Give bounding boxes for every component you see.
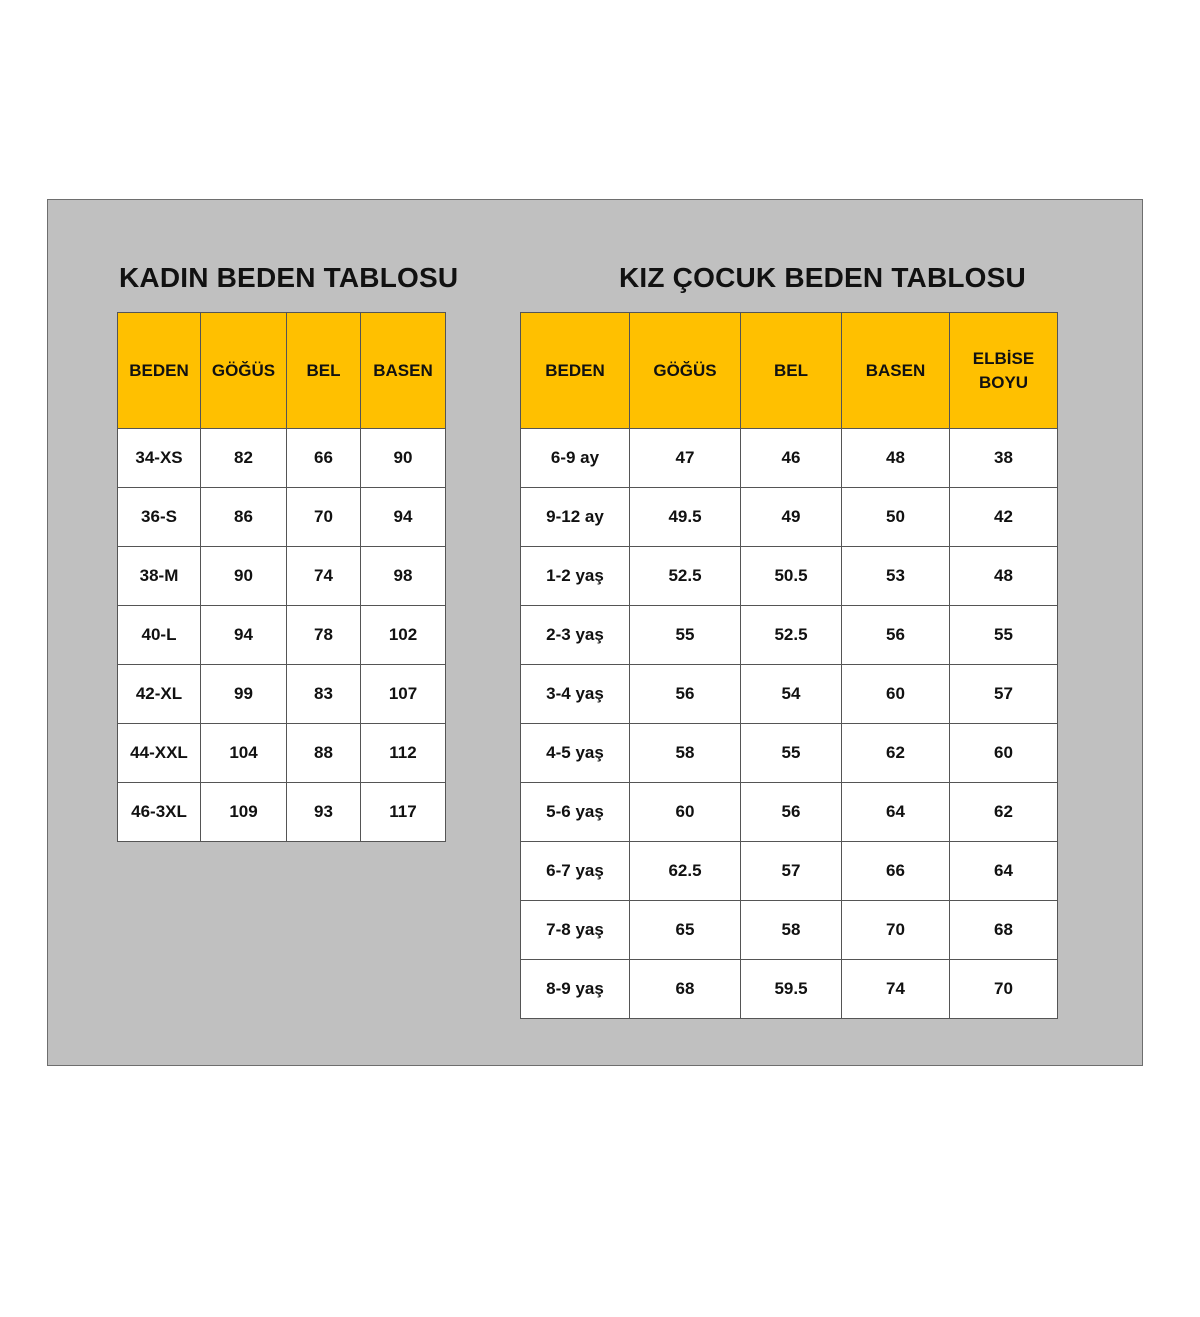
size-cell: 40-L	[118, 606, 201, 665]
measurement-cell: 70	[287, 488, 361, 547]
measurement-cell: 107	[361, 665, 446, 724]
table-row	[521, 547, 1058, 606]
measurement-cell: 55	[950, 606, 1058, 665]
table-row	[521, 665, 1058, 724]
measurement-cell: 64	[842, 783, 950, 842]
size-cell: 36-S	[118, 488, 201, 547]
measurement-cell: 83	[287, 665, 361, 724]
measurement-cell: 58	[741, 901, 842, 960]
measurement-cell: 60	[950, 724, 1058, 783]
column-header: BEL	[741, 313, 842, 429]
table-row	[521, 783, 1058, 842]
size-cell: 8-9 yaş	[521, 960, 630, 1019]
size-cell: 34-XS	[118, 429, 201, 488]
measurement-cell: 65	[630, 901, 741, 960]
measurement-cell: 50.5	[741, 547, 842, 606]
measurement-cell: 70	[842, 901, 950, 960]
table-row	[521, 429, 1058, 488]
measurement-cell: 57	[950, 665, 1058, 724]
table-row	[118, 488, 446, 547]
table-row	[118, 665, 446, 724]
measurement-cell: 55	[630, 606, 741, 665]
table-header-row	[118, 313, 446, 429]
measurement-cell: 59.5	[741, 960, 842, 1019]
size-cell: 42-XL	[118, 665, 201, 724]
size-cell: 5-6 yaş	[521, 783, 630, 842]
table-row	[521, 724, 1058, 783]
size-cell: 2-3 yaş	[521, 606, 630, 665]
table-row	[521, 842, 1058, 901]
table-row	[521, 488, 1058, 547]
size-cell: 3-4 yaş	[521, 665, 630, 724]
measurement-cell: 70	[950, 960, 1058, 1019]
table-row	[118, 606, 446, 665]
measurement-cell: 68	[630, 960, 741, 1019]
measurement-cell: 74	[287, 547, 361, 606]
measurement-cell: 117	[361, 783, 446, 842]
measurement-cell: 60	[842, 665, 950, 724]
size-cell: 1-2 yaş	[521, 547, 630, 606]
measurement-cell: 54	[741, 665, 842, 724]
measurement-cell: 38	[950, 429, 1058, 488]
column-header: BEL	[287, 313, 361, 429]
column-header: BEDEN	[521, 313, 630, 429]
column-header: GÖĞÜS	[201, 313, 287, 429]
column-header: BEDEN	[118, 313, 201, 429]
table-row	[118, 429, 446, 488]
girls-size-table-title: KIZ ÇOCUK BEDEN TABLOSU	[619, 262, 1026, 293]
size-cell: 44-XXL	[118, 724, 201, 783]
measurement-cell: 66	[287, 429, 361, 488]
measurement-cell: 42	[950, 488, 1058, 547]
measurement-cell: 57	[741, 842, 842, 901]
measurement-cell: 55	[741, 724, 842, 783]
table-row	[118, 783, 446, 842]
measurement-cell: 86	[201, 488, 287, 547]
measurement-cell: 112	[361, 724, 446, 783]
measurement-cell: 102	[361, 606, 446, 665]
measurement-cell: 48	[950, 547, 1058, 606]
measurement-cell: 47	[630, 429, 741, 488]
measurement-cell: 49.5	[630, 488, 741, 547]
measurement-cell: 46	[741, 429, 842, 488]
table-row	[521, 901, 1058, 960]
table-row	[118, 547, 446, 606]
measurement-cell: 82	[201, 429, 287, 488]
column-header: BASEN	[842, 313, 950, 429]
size-cell: 6-7 yaş	[521, 842, 630, 901]
measurement-cell: 52.5	[741, 606, 842, 665]
measurement-cell: 56	[842, 606, 950, 665]
measurement-cell: 64	[950, 842, 1058, 901]
measurement-cell: 49	[741, 488, 842, 547]
column-header: GÖĞÜS	[630, 313, 741, 429]
measurement-cell: 58	[630, 724, 741, 783]
girls-size-table	[520, 312, 1058, 1019]
column-header: ELBİSE BOYU	[950, 313, 1058, 429]
table-header-row	[521, 313, 1058, 429]
women-size-table-title: KADIN BEDEN TABLOSU	[119, 262, 459, 293]
measurement-cell: 66	[842, 842, 950, 901]
measurement-cell: 52.5	[630, 547, 741, 606]
measurement-cell: 56	[630, 665, 741, 724]
measurement-cell: 48	[842, 429, 950, 488]
measurement-cell: 62	[842, 724, 950, 783]
measurement-cell: 90	[201, 547, 287, 606]
measurement-cell: 93	[287, 783, 361, 842]
size-cell: 46-3XL	[118, 783, 201, 842]
table-row	[118, 724, 446, 783]
size-cell: 6-9 ay	[521, 429, 630, 488]
size-cell: 38-M	[118, 547, 201, 606]
measurement-cell: 53	[842, 547, 950, 606]
measurement-cell: 62	[950, 783, 1058, 842]
table-row	[521, 606, 1058, 665]
measurement-cell: 90	[361, 429, 446, 488]
measurement-cell: 99	[201, 665, 287, 724]
measurement-cell: 62.5	[630, 842, 741, 901]
measurement-cell: 78	[287, 606, 361, 665]
measurement-cell: 74	[842, 960, 950, 1019]
size-cell: 7-8 yaş	[521, 901, 630, 960]
measurement-cell: 104	[201, 724, 287, 783]
measurement-cell: 94	[201, 606, 287, 665]
size-cell: 9-12 ay	[521, 488, 630, 547]
measurement-cell: 50	[842, 488, 950, 547]
column-header: BASEN	[361, 313, 446, 429]
measurement-cell: 60	[630, 783, 741, 842]
measurement-cell: 109	[201, 783, 287, 842]
measurement-cell: 56	[741, 783, 842, 842]
measurement-cell: 88	[287, 724, 361, 783]
measurement-cell: 68	[950, 901, 1058, 960]
measurement-cell: 98	[361, 547, 446, 606]
table-row	[521, 960, 1058, 1019]
measurement-cell: 94	[361, 488, 446, 547]
size-cell: 4-5 yaş	[521, 724, 630, 783]
women-size-table	[117, 312, 446, 842]
